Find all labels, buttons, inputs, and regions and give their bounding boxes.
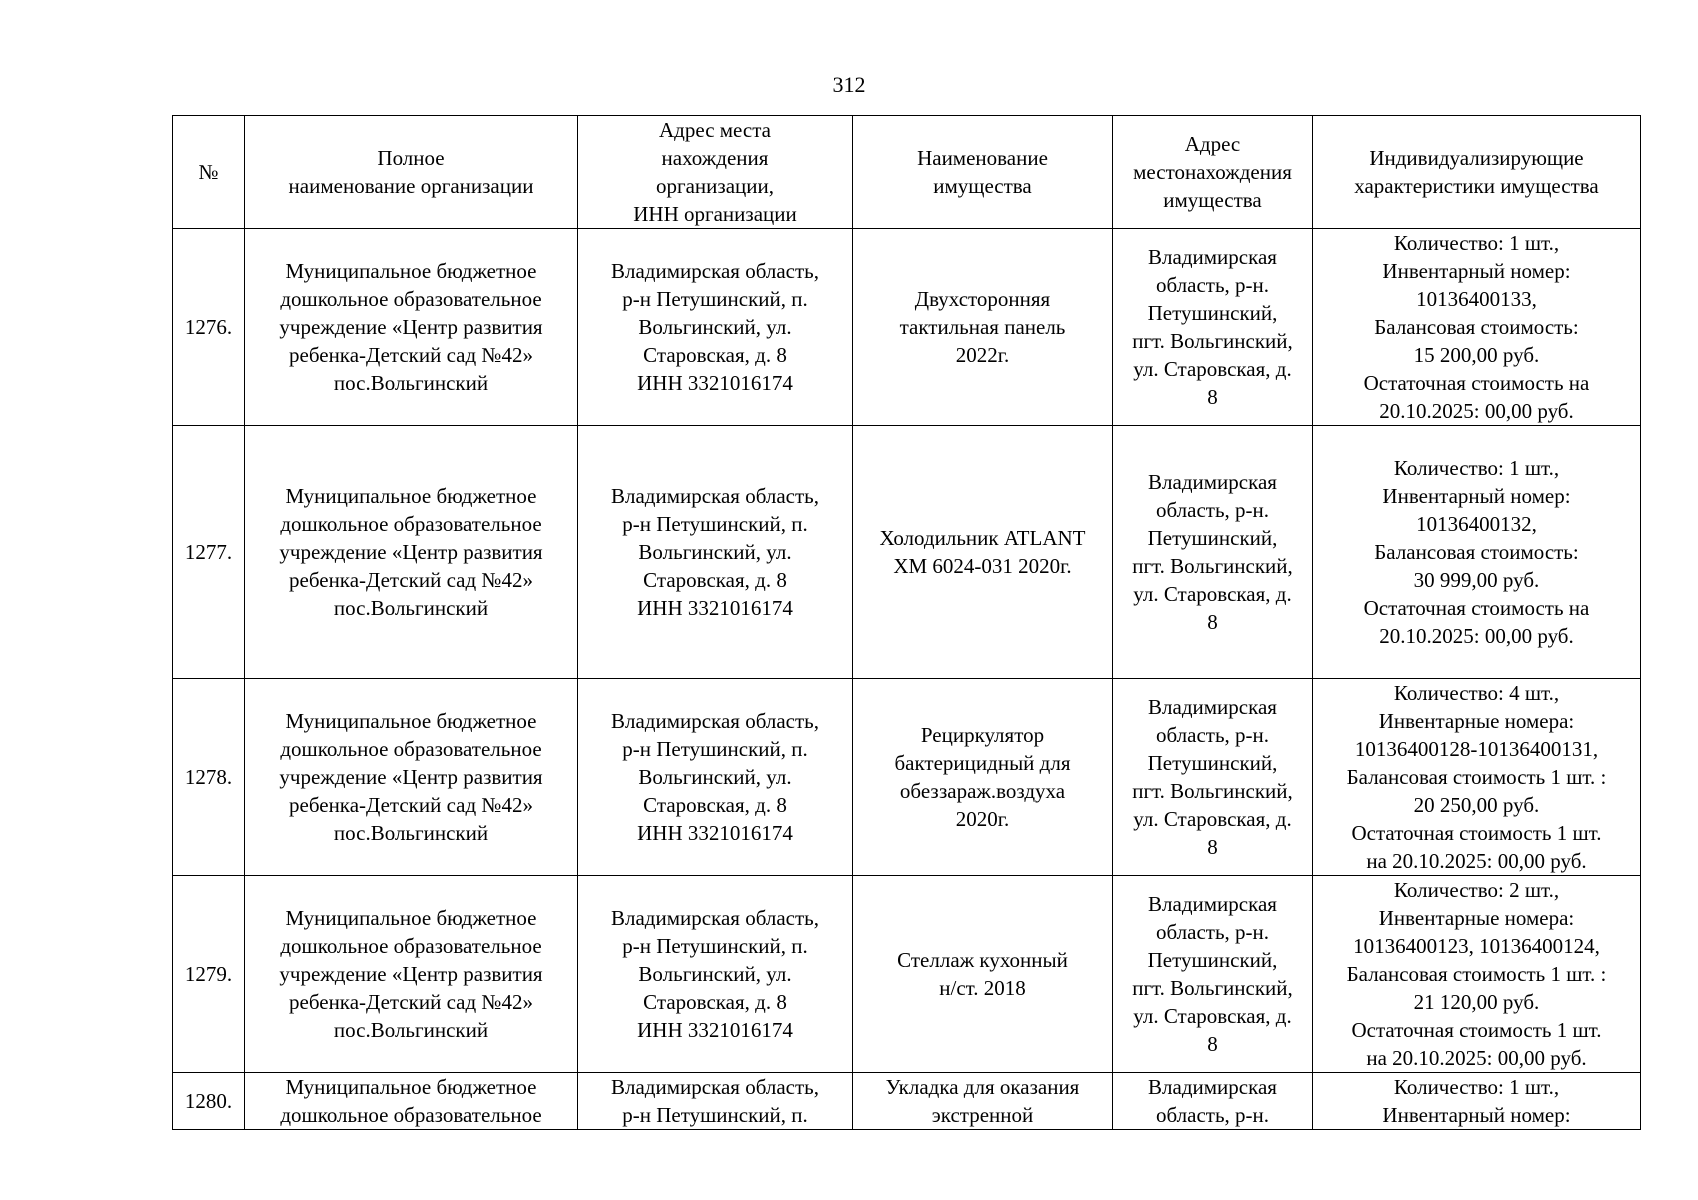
characteristics-cell: Количество: 1 шт., Инвентарный номер: 10136400132, Балансовая стоимость: 30 999,00 руб. Остаточная стоимость на 20.10.2025: 00,00 руб. bbox=[1313, 426, 1641, 679]
org-address-cell: Владимирская область, р-н Петушинский, п. Вольгинский, ул. Старовская, д. 8 ИНН 3321016174 bbox=[578, 679, 853, 876]
org-address-cell: Владимирская область, р-н Петушинский, п. Вольгинский, ул. Старовская, д. 8 ИНН 3321016174 bbox=[578, 876, 853, 1073]
characteristics-cell: Количество: 4 шт., Инвентарные номера: 10136400128-10136400131, Балансовая стоимость 1 шт. : 20 250,00 руб. Остаточная стоимость 1 шт. на 20.10.2025: 00,00 руб. bbox=[1313, 679, 1641, 876]
organization-cell: Муниципальное бюджетное дошкольное образовательное учреждение «Центр развития ребенка-Детский сад №42» пос.Вольгинский bbox=[245, 876, 578, 1073]
organization-cell: Муниципальное бюджетное дошкольное образовательное учреждение «Центр развития ребенка-Детский сад №42» пос.Вольгинский bbox=[245, 679, 578, 876]
property-name-cell: Стеллаж кухонный н/ст. 2018 bbox=[853, 876, 1113, 1073]
row-number: 1277. bbox=[173, 426, 245, 679]
characteristics-cell: Количество: 2 шт., Инвентарные номера: 10136400123, 10136400124, Балансовая стоимость 1 шт. : 21 120,00 руб. Остаточная стоимость 1 шт. на 20.10.2025: 00,00 руб. bbox=[1313, 876, 1641, 1073]
property-registry-table bbox=[172, 115, 1641, 1130]
header-organization: Полное наименование организации bbox=[245, 116, 578, 229]
org-address-cell: Владимирская область, р-н Петушинский, п. Вольгинский, ул. Старовская, д. 8 ИНН 3321016174 bbox=[578, 229, 853, 426]
property-name-cell: Двухсторонняя тактильная панель 2022г. bbox=[853, 229, 1113, 426]
org-address-cell: Владимирская область, р-н Петушинский, п. Вольгинский, ул. Старовская, д. 8 ИНН 3321016174 bbox=[578, 426, 853, 679]
table-row bbox=[173, 426, 1641, 679]
property-name-cell: Укладка для оказания экстренной bbox=[853, 1073, 1113, 1130]
row-number: 1279. bbox=[173, 876, 245, 1073]
row-number: 1278. bbox=[173, 679, 245, 876]
row-number: 1280. bbox=[173, 1073, 245, 1130]
header-number: № bbox=[173, 116, 245, 229]
property-name-cell: Холодильник ATLANT ХМ 6024-031 2020г. bbox=[853, 426, 1113, 679]
header-characteristics: Индивидуализирующие характеристики имущества bbox=[1313, 116, 1641, 229]
property-address-cell: Владимирская область, р-н. bbox=[1113, 1073, 1313, 1130]
page-number: 312 bbox=[832, 72, 866, 97]
property-address-cell: Владимирская область, р-н. Петушинский, пгт. Вольгинский, ул. Старовская, д. 8 bbox=[1113, 876, 1313, 1073]
organization-cell: Муниципальное бюджетное дошкольное образовательное bbox=[245, 1073, 578, 1130]
org-address-cell: Владимирская область, р-н Петушинский, п. bbox=[578, 1073, 853, 1130]
table-row bbox=[173, 679, 1641, 876]
header-property-address: Адрес местонахождения имущества bbox=[1113, 116, 1313, 229]
organization-cell: Муниципальное бюджетное дошкольное образовательное учреждение «Центр развития ребенка-Детский сад №42» пос.Вольгинский bbox=[245, 426, 578, 679]
table-row bbox=[173, 1073, 1641, 1130]
header-property-name: Наименование имущества bbox=[853, 116, 1113, 229]
characteristics-cell: Количество: 1 шт., Инвентарный номер: 10136400133, Балансовая стоимость: 15 200,00 руб. Остаточная стоимость на 20.10.2025: 00,00 руб. bbox=[1313, 229, 1641, 426]
property-address-cell: Владимирская область, р-н. Петушинский, пгт. Вольгинский, ул. Старовская, д. 8 bbox=[1113, 679, 1313, 876]
table-header-row bbox=[173, 116, 1641, 229]
header-org-address: Адрес места нахождения организации, ИНН организации bbox=[578, 116, 853, 229]
property-address-cell: Владимирская область, р-н. Петушинский, пгт. Вольгинский, ул. Старовская, д. 8 bbox=[1113, 426, 1313, 679]
characteristics-cell: Количество: 1 шт., Инвентарный номер: bbox=[1313, 1073, 1641, 1130]
organization-cell: Муниципальное бюджетное дошкольное образовательное учреждение «Центр развития ребенка-Детский сад №42» пос.Вольгинский bbox=[245, 229, 578, 426]
property-name-cell: Рециркулятор бактерицидный для обеззараж.воздуха 2020г. bbox=[853, 679, 1113, 876]
table-row bbox=[173, 876, 1641, 1073]
property-address-cell: Владимирская область, р-н. Петушинский, пгт. Вольгинский, ул. Старовская, д. 8 bbox=[1113, 229, 1313, 426]
table-row bbox=[173, 229, 1641, 426]
row-number: 1276. bbox=[173, 229, 245, 426]
